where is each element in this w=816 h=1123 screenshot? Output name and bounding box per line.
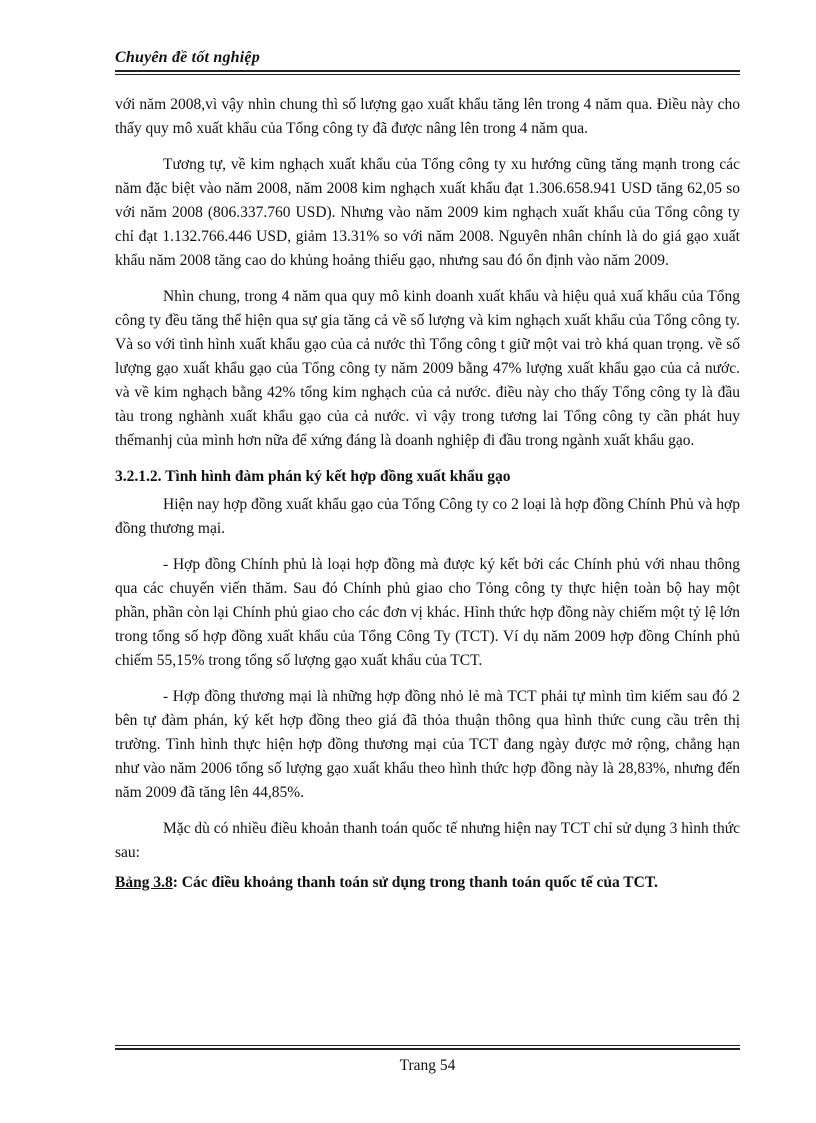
section-heading: 3.2.1.2. Tình hình đàm phán ký kết hợp đồng xuất khẩu gạo (115, 468, 511, 485)
paragraph-3: Nhìn chung, trong 4 năm qua quy mô kinh doanh xuất khẩu và hiệu quả xuấ khẩu của Tổng công ty đều tăng thể hiện qua sự gia tăng cả về số lượng và kim nghạch xuất khẩu của Tổng công ty. Và so với tình hình xuất khẩu gạo của cả nước thì Tổng công t giữ một vai trò khá quan trọng. về số lượng gạo xuất khẩu gạo của Tổng công ty năm 2009 bằng 47% lượng xuất khẩu gạo của cả nước. và về kim nghạch bằng 42% tổng kim nghạch của cả nước. điều này cho thấy Tổng công ty là đầu tàu trong nghành xuất khẩu gạo của cả nước. vì vậy trong tương lai Tổng công ty cần phát huy thếmanhj của mình hơn nữa để xứng đáng là doanh nghiệp đi đầu trong ngành xuất khẩu gạo. (115, 288, 740, 449)
paragraph-5: - Hợp đồng Chính phủ là loại hợp đồng mà được ký kết bởi các Chính phủ với nhau thông qua các chuyến viến thăm. Sau đó Chính phủ giao cho Tỏng công ty thực hiện toàn bộ hay một phần, phần còn lại Chính phủ giao cho các đơn vị khác. Hình thức hợp đồng này chiếm một tỷ lệ lớn trong tổng số hợp đồng xuất khẩu của Tổng Công Ty (TCT). Ví dụ năm 2009 hợp đồng Chính phủ chiếm 55,15% trong tổng số lượng gạo xuất khẩu của TCT. (115, 556, 740, 669)
footer-divider (115, 1045, 740, 1050)
paragraph-1: với năm 2008,vì vậy nhìn chung thì số lượng gạo xuất khẩu tăng lên trong 4 năm qua. Điều này cho thấy quy mô xuất khẩu của Tổng công ty đã được nâng lên trong 4 năm qua. (115, 96, 740, 137)
header-divider (115, 70, 740, 75)
document-page (115, 0, 740, 1123)
table-caption-label: Bảng 3.8 (115, 874, 173, 891)
header-title: Chuyên đề tốt nghiệp (115, 49, 260, 66)
table-caption-text: : Các điều khoảng thanh toán sử dụng trong thanh toán quốc tế của TCT. (172, 874, 658, 891)
paragraph-7: Mặc dù có nhiều điều khoản thanh toán quốc tế nhưng hiện nay TCT chỉ sử dụng 3 hình thức sau: (115, 820, 740, 861)
table-caption (115, 871, 740, 895)
paragraph-4: Hiện nay hợp đồng xuất khẩu gạo của Tổng Công ty co 2 loại là hợp đồng Chính Phủ và hợp đồng thương mại. (115, 496, 740, 537)
document-body (115, 93, 740, 895)
page-number: Trang 54 (399, 1057, 456, 1074)
paragraph-2: Tương tự, về kim nghạch xuất khẩu của Tổng công ty xu hướng cũng tăng mạnh trong các năm đặc biệt vào năm 2008, năm 2008 kim nghạch xuất khẩu đạt 1.306.658.941 USD tăng 62,05 so với năm 2008 (806.337.760 USD). Nhưng vào năm 2009 kim nghạch xuất khẩu của Tổng công ty chỉ đạt 1.132.766.446 USD, giảm 13.31% so với năm 2008. Nguyên nhân chính là do giá gạo xuất khẩu năm 2008 tăng cao do khủng hoảng thiếu gạo, nhưng sau đó ổn định vào năm 2009. (115, 156, 740, 269)
paragraph-6: - Hợp đồng thương mại là những hợp đồng nhỏ lẻ mà TCT phải tự mình tìm kiếm sau đó 2 bên tự đàm phán, ký kết hợp đồng theo giá đã thỏa thuận thông qua hình thức cung cầu trên thị trường. Tình hình thực hiện hợp đồng thương mại của TCT đang ngày được mở rộng, chẳng hạn như vào năm 2006 tổng số lượng gạo xuất khẩu theo hình thức hợp đồng này là 28,83%, nhưng đến năm 2009 đã tăng lên 44,85%. (115, 688, 740, 801)
